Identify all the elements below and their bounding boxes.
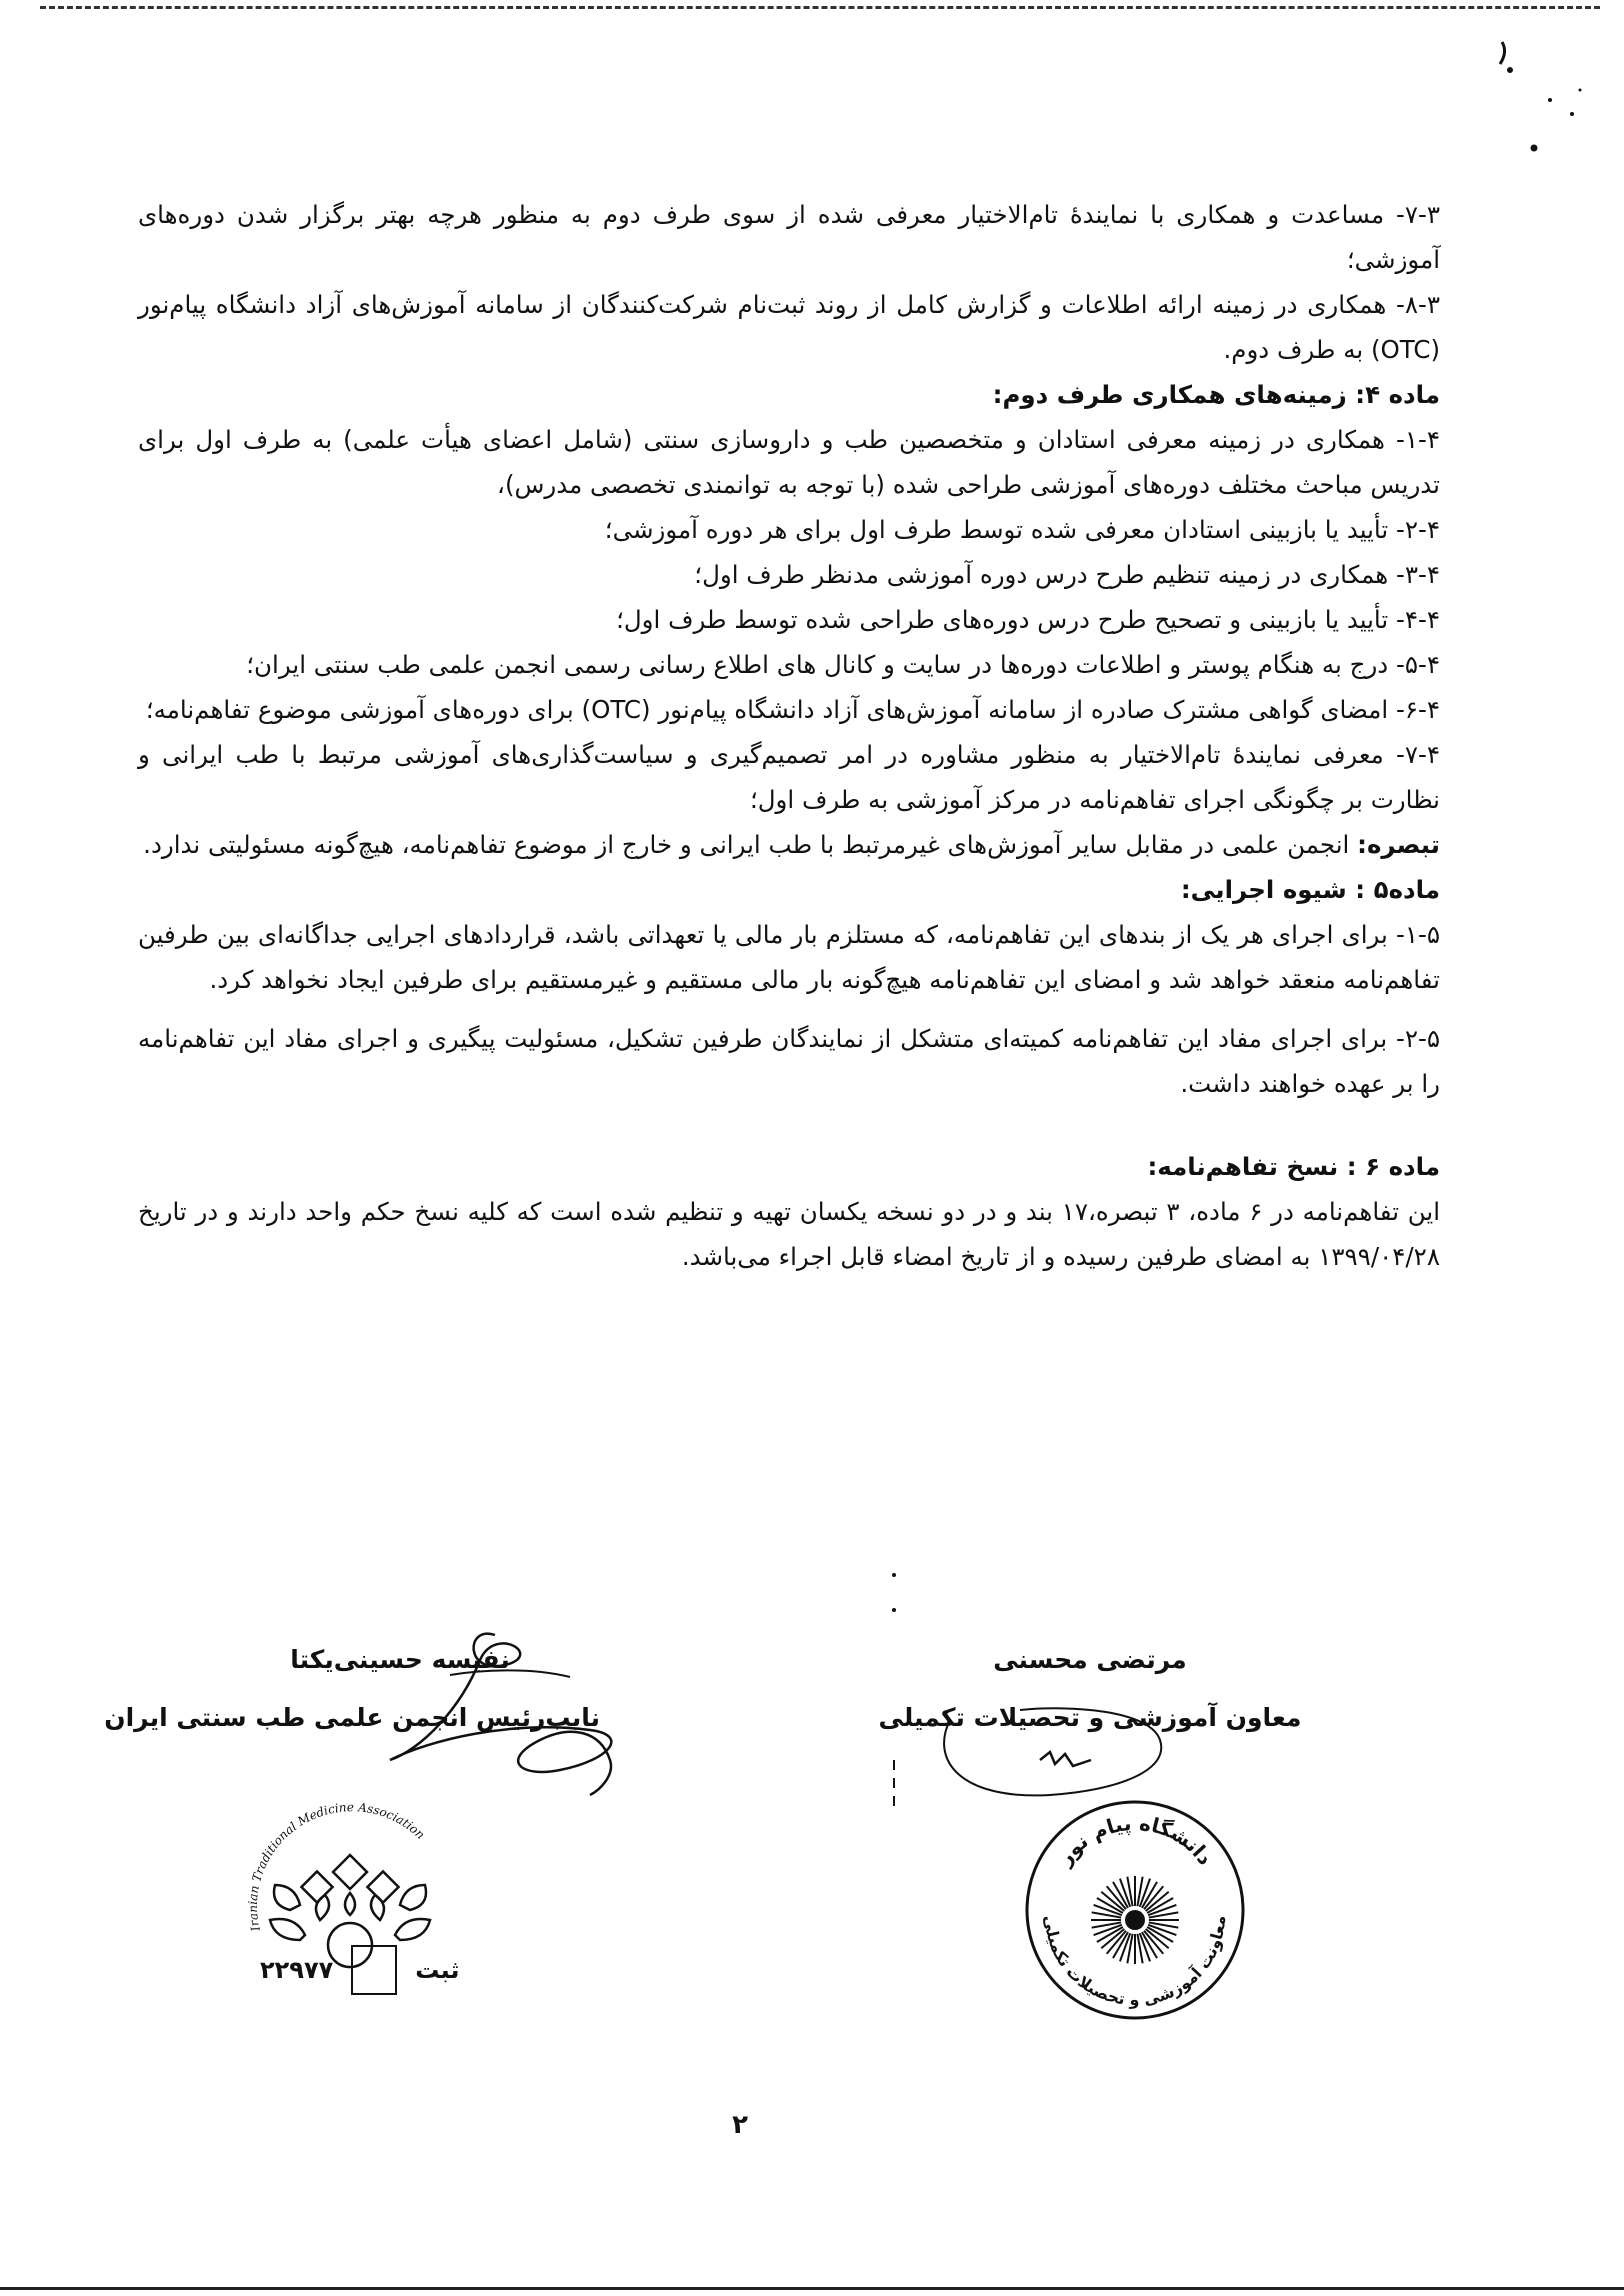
clause-paragraph: ۷-۴- معرفی نمایندهٔ تام‌الاختیار به منظور مشاوره در امر تصمیم‌گیری و سیاست‌گذاری‌های آموزشی مرتبط با طب ایرانی و نظارت بر چگونگی اجرای تفاهم‌نامه در مرکز آموزشی به طرف اول؛ bbox=[138, 740, 1440, 814]
left-signatory-name: نفیسه حسینی‌یکتا bbox=[290, 1645, 510, 1674]
registration-box bbox=[351, 1945, 397, 1995]
clause-paragraph: این تفاهم‌نامه در ۶ ماده، ۳ تبصره،۱۷ بند و در دو نسخه یکسان تهیه و تنظیم شده است که کلیه نسخ حکم واحد دارند و در تاریخ ۱۳۹۹/۰۴/۲۸ به امضای طرفین رسیده و از تاریخ امضاء قابل اجراء می‌باشد. bbox=[138, 1197, 1441, 1271]
university-seal bbox=[1015, 1790, 1255, 2030]
note-text: انجمن علمی در مقابل سایر آموزش‌های غیرمرتبط با طب ایرانی و خارج از موضوع تفاهم‌نامه، هیچ‌گونه مسئولیتی ندارد. bbox=[143, 830, 1358, 859]
section-heading: ماده ۴: زمینه‌های همکاری طرف دوم: bbox=[992, 380, 1440, 409]
right-signatory-name: مرتضی محسنی bbox=[993, 1645, 1187, 1674]
clause-paragraph: ۱-۵- برای اجرای هر یک از بندهای این تفاهم‌نامه، که مستلزم بار مالی یا تعهداتی باشد، قراردادهای اجرایی جداگانه‌ای بین طرفین تفاهم‌نامه منعقد خواهد شد و امضای این تفاهم‌نامه هیچ‌گونه بار مالی مستقیم و غیرمستقیم برای طرفین ایجاد نخواهد کرد. bbox=[138, 920, 1440, 994]
clause-paragraph: ۳-۴- همکاری در زمینه تنظیم طرح درس دوره آموزشی مدنظر طرف اول؛ bbox=[694, 560, 1440, 589]
seal-bottom-text: معاونت آموزشی و تحصیلات تکمیلی bbox=[1040, 1914, 1230, 2010]
section-heading: ماده۵ : شیوه اجرایی: bbox=[1180, 875, 1440, 904]
clause-paragraph: ۶-۴- امضای گواهی مشترک صادره از سامانه آموزش‌های آزاد دانشگاه پیام‌نور (OTC) برای دوره‌های آموزشی موضوع تفاهم‌نامه؛ bbox=[145, 695, 1440, 724]
left-signatory-title: نایب‌رئیس انجمن علمی طب سنتی ایران bbox=[104, 1703, 600, 1732]
scan-speckles bbox=[1480, 30, 1600, 170]
note-label: تبصره: bbox=[1357, 830, 1440, 859]
seal-top-text: دانشگاه پیام نور bbox=[1052, 1810, 1218, 1870]
registration-number: ۲۲۹۷۷ bbox=[260, 1956, 334, 1984]
right-signatory-title: معاون آموزشی و تحصیلات تکمیلی bbox=[878, 1703, 1302, 1732]
clause-paragraph: ۱-۴- همکاری در زمینه معرفی استادان و متخصصین طب و داروسازی سنتی (شامل اعضای هیأت علمی) به طرف اول برای تدریس مباحث مختلف دوره‌های آموزشی طراحی شده (با توجه به توانمندی تخصصی مدرس)، bbox=[138, 425, 1440, 499]
note-paragraph bbox=[138, 822, 1440, 867]
clause-paragraph: ۲-۵- برای اجرای مفاد این تفاهم‌نامه کمیته‌ای متشکل از نمایندگان طرفین تشکیل، مسئولیت پیگیری و اجرای مفاد این تفاهم‌نامه را بر عهده خواهند داشت. bbox=[138, 1024, 1440, 1098]
clause-paragraph: ۸-۳- همکاری در زمینه ارائه اطلاعات و گزارش کامل از روند ثبت‌نام شرکت‌کنندگان از سامانه آموزش‌های آزاد دانشگاه پیام‌نور (OTC) به طرف دوم. bbox=[138, 290, 1440, 364]
clause-paragraph: ۴-۴- تأیید یا بازبینی و تصحیح طرح درس دوره‌های طراحی شده توسط طرف اول؛ bbox=[616, 605, 1440, 634]
page-number: ۲ bbox=[732, 2110, 748, 2140]
clause-paragraph: ۷-۳- مساعدت و همکاری با نمایندهٔ تام‌الاختیار معرفی شده از سوی طرف دوم به منظور هرچه بهتر برگزار شدن دوره‌های آموزشی؛ bbox=[138, 200, 1440, 274]
registration-stamp bbox=[260, 1945, 459, 1995]
seal-arc-text: Iranian Traditional Medicine Association bbox=[245, 1800, 428, 1933]
clause-paragraph: ۵-۴- درج به هنگام پوستر و اطلاعات دوره‌ها در سایت و کانال های اطلاع رسانی رسمی انجمن علمی طب سنتی ایران؛ bbox=[246, 650, 1440, 679]
registration-label: ثبت bbox=[415, 1956, 460, 1984]
top-page-border bbox=[40, 6, 1600, 9]
agreement-body bbox=[138, 192, 1440, 1279]
section-heading: ماده ۶ : نسخ تفاهم‌نامه: bbox=[1147, 1152, 1440, 1181]
bottom-page-border bbox=[0, 2287, 1624, 2290]
clause-paragraph: ۲-۴- تأیید یا بازبینی استادان معرفی شده توسط طرف اول برای هر دوره آموزشی؛ bbox=[604, 515, 1440, 544]
fold-dots bbox=[884, 1570, 904, 1830]
